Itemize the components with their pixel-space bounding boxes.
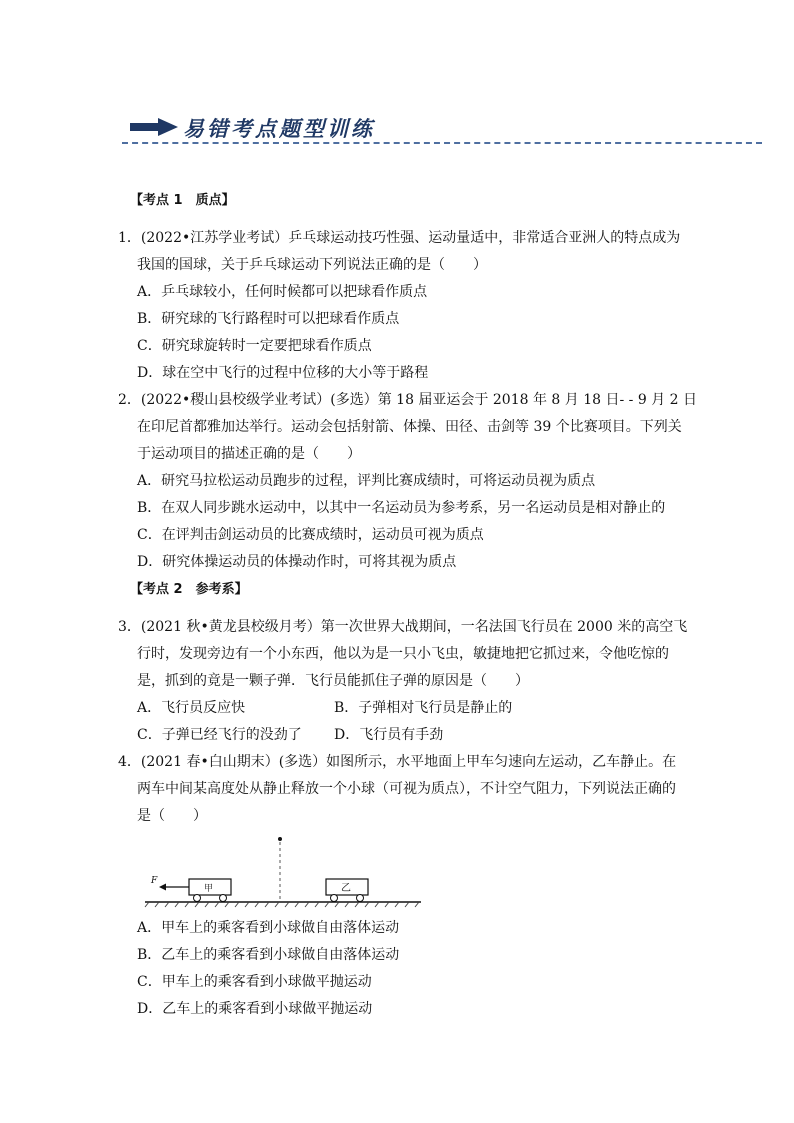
question-3-option-c: C．子弹已经飞行的没劲了 — [137, 727, 302, 743]
arrow-right-icon — [130, 118, 178, 136]
question-4-line-3: 是（ ） — [137, 808, 207, 824]
cart-a-wheel-left — [194, 895, 201, 902]
question-2-line-1: 2．(2022•稷山县校级学业考试）(多选）第 18 届亚运会于 2018 年 8 月 18 日- - 9 月 2 日 — [118, 392, 698, 408]
banner-title: 易错考点题型训练 — [183, 117, 375, 141]
question-3-line-3: 是，抓到的竟是一颗子弹．飞行员能抓住子弹的原因是（ ） — [137, 673, 529, 689]
banner-divider — [122, 142, 762, 144]
question-1-option-a: A．乒乓球较小，任何时候都可以把球看作质点 — [137, 284, 428, 300]
question-3-option-d: D．飞行员有手劲 — [334, 727, 444, 743]
question-4-line-2: 两车中间某高度处从静止释放一个小球（可视为质点），不计空气阻力，下列说法正确的 — [137, 781, 676, 797]
cart-b-wheel-left — [331, 895, 338, 902]
question-3-line-1: 3．(2021 秋•黄龙县校级月考）第一次世界大战期间，一名法国飞行员在 2000 米的高空飞 — [118, 619, 688, 635]
question-4-line-1: 4．(2021 春•白山期末）(多选）如图所示，水平地面上甲车匀速向左运动，乙车静止。在 — [118, 754, 677, 770]
cart-b-label: 乙 — [341, 883, 351, 894]
question-1-line-2: 我国的国球，关于乒乓球运动下列说法正确的是（ ） — [137, 257, 487, 273]
question-2-option-b: B．在双人同步跳水运动中，以其中一名运动员为参考系，另一名运动员是相对静止的 — [137, 500, 666, 516]
carts-diagram — [143, 832, 423, 912]
question-1-option-c: C．研究球旋转时一定要把球看作质点 — [137, 338, 372, 354]
question-4-option-d: D．乙车上的乘客看到小球做平抛运动 — [137, 1001, 373, 1017]
section-heading-2: 【考点 2 参考系】 — [130, 582, 248, 597]
question-1-option-b: B．研究球的飞行路程时可以把球看作质点 — [137, 311, 400, 327]
question-4-option-b: B．乙车上的乘客看到小球做自由落体运动 — [137, 947, 400, 963]
section-banner — [0, 110, 794, 150]
cart-b-wheel-right — [357, 895, 364, 902]
question-2-option-a: A．研究马拉松运动员跑步的过程，评判比赛成绩时，可将运动员视为质点 — [137, 473, 596, 489]
question-2-line-3: 于运动项目的描述正确的是（ ） — [137, 446, 361, 462]
question-4-option-c: C．甲车上的乘客看到小球做平抛运动 — [137, 974, 372, 990]
question-2-option-d: D．研究体操运动员的体操动作时，可将其视为质点 — [137, 554, 457, 570]
question-4-option-a: A．甲车上的乘客看到小球做自由落体运动 — [137, 920, 400, 936]
cart-a-label: 甲 — [204, 884, 214, 894]
question-1-line-1: 1．(2022•江苏学业考试）乒乓球运动技巧性强、运动量适中，非常适合亚洲人的特点成为 — [118, 230, 681, 246]
force-label: F — [151, 876, 158, 886]
cart-a-wheel-right — [220, 895, 227, 902]
force-arrow-head — [159, 884, 166, 891]
question-2-line-2: 在印尼首都雅加达举行。运动会包括射箭、体操、田径、击剑等 39 个比赛项目。下列关 — [137, 419, 682, 435]
question-3-option-b: B．子弹相对飞行员是静止的 — [334, 700, 513, 716]
ball-dot — [278, 837, 282, 841]
question-2-option-c: C．在评判击剑运动员的比赛成绩时，运动员可视为质点 — [137, 527, 484, 543]
question-3-option-a: A．飞行员反应快 — [137, 700, 246, 716]
question-3-line-2: 行时，发现旁边有一个小东西，他以为是一只小飞虫，敏捷地把它抓过来，令他吃惊的 — [137, 646, 669, 662]
question-1-option-d: D．球在空中飞行的过程中位移的大小等于路程 — [137, 365, 429, 381]
section-heading-1: 【考点 1 质点】 — [130, 193, 235, 208]
